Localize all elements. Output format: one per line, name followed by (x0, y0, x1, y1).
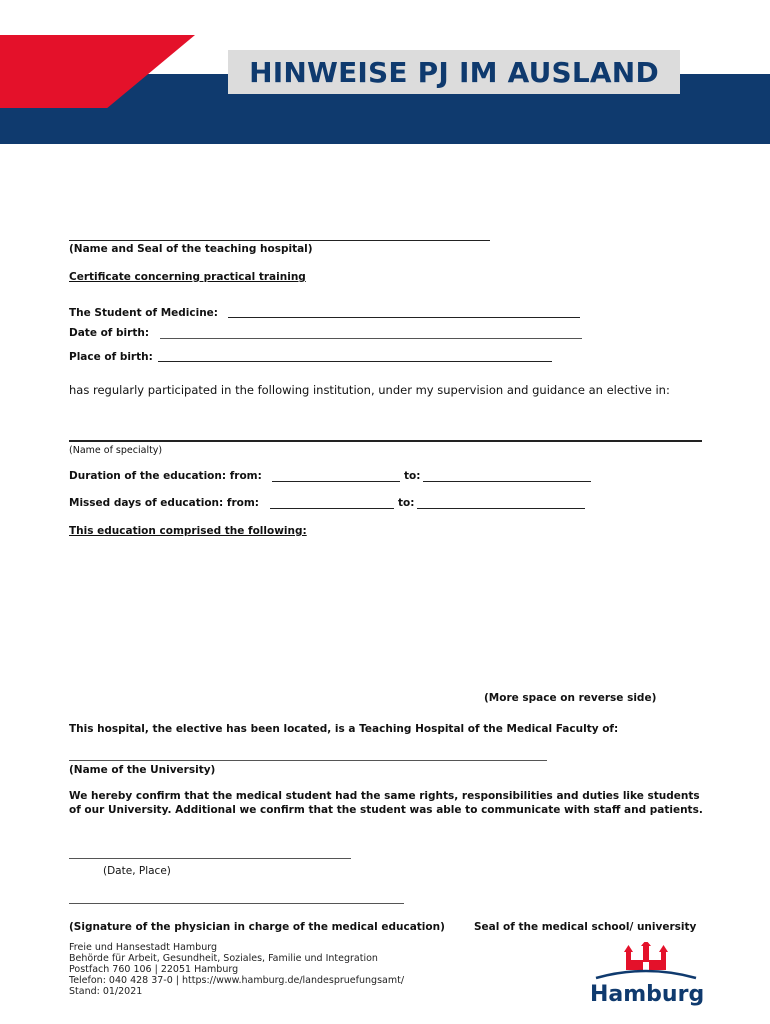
missed-label: Missed days of education: from: (69, 497, 259, 509)
specialty-label: (Name of specialty) (69, 445, 163, 456)
page-title: HINWEISE PJ IM AUSLAND (249, 55, 659, 89)
student-label: The Student of Medicine: (69, 307, 218, 319)
date-place-label: (Date, Place) (103, 865, 171, 877)
pob-label: Place of birth: (69, 351, 153, 363)
dob-field-line[interactable] (160, 338, 582, 339)
duration-from-line[interactable] (272, 481, 400, 482)
missed-to-line[interactable] (417, 508, 585, 509)
footer-line-5: Stand: 01/2021 (69, 986, 143, 997)
hospital-field-line[interactable] (69, 240, 490, 241)
specialty-field-line[interactable] (69, 440, 702, 442)
footer-address (69, 942, 404, 997)
teaching-hospital-text: This hospital, the elective has been located, is a Teaching Hospital of the Medical Faculty of: (69, 723, 619, 735)
footer-line-3: Postfach 760 106 | 22051 Hamburg (69, 964, 239, 975)
hamburg-logo-text: Hamburg (590, 982, 705, 1007)
dob-label: Date of birth: (69, 327, 150, 339)
missed-from-line[interactable] (270, 508, 394, 509)
footer-line-4[interactable]: Telefon: 040 428 37-0 | https://www.hamburg.de/landespruefungsamt/ (69, 975, 405, 986)
duration-to-label: to: (404, 470, 421, 482)
university-label: (Name of the University) (69, 764, 216, 776)
date-place-field-line[interactable] (69, 858, 351, 859)
more-space-note: (More space on reverse side) (484, 692, 657, 704)
comprised-heading: This education comprised the following: (69, 525, 307, 537)
page-title-box (228, 50, 680, 94)
missed-to-label: to: (398, 497, 415, 509)
seal-label: Seal of the medical school/ university (474, 921, 697, 933)
footer-line-1: Freie und Hansestadt Hamburg (69, 942, 218, 953)
signature-label: (Signature of the physician in charge of the medical education) (69, 921, 445, 933)
student-field-line[interactable] (228, 317, 580, 318)
duration-label: Duration of the education: from: (69, 470, 262, 482)
confirm-text: We hereby confirm that the medical student had the same rights, responsibilities and duties like students of our University. Additional we confirm that the student was able to communicate with staff and patients. (69, 790, 703, 816)
certificate-heading: Certificate concerning practical training (69, 271, 306, 283)
hospital-label: (Name and Seal of the teaching hospital) (69, 243, 313, 255)
participated-text: has regularly participated in the following institution, under my supervision and guidance an elective in: (69, 383, 670, 397)
signature-field-line[interactable] (69, 903, 404, 904)
footer-line-2: Behörde für Arbeit, Gesundheit, Soziales, Familie und Integration (69, 953, 378, 964)
duration-to-line[interactable] (423, 481, 591, 482)
pob-field-line[interactable] (158, 361, 552, 362)
university-field-line[interactable] (69, 760, 547, 761)
